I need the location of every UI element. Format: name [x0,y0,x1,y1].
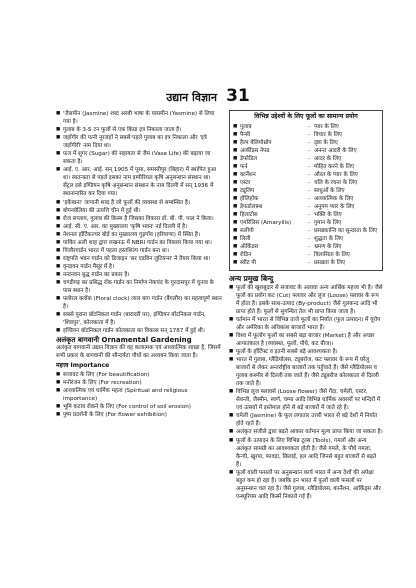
flower-use: दृष्टा के लिए [314,139,338,146]
flower-name: ■ रोडिन [233,251,305,259]
flower-name: ■ हिलाटोस [233,211,305,219]
list-item: ■ आध्यात्मिक एवं धार्मिक महत्व (Spiritual and religious importance) [56,387,222,403]
chapter-title: उद्यान विज्ञान [166,91,217,104]
right-column [229,110,383,501]
table-row: ■ ट्यूलिप - साधुओं के लिए [233,187,379,195]
list-item: ■ 'जैसमीन (Jasmine) शब्द अरबी भाषा के यासमीन (Yasmine) से लिया गया है। [56,110,222,126]
flower-name: ■ लिली [233,235,305,243]
flower-use: आदर के लिए [314,155,342,162]
flower-name: ■ गुलाब [233,123,305,131]
list-item: ■ फ्लोरल क्लॉक (Floral clock) लाल बाग गार्डन (बैंगलौर) का महत्वपूर्ण स्थान है। [56,295,222,311]
table-row: ■ स्वीट पी - प्रसन्नता के लिए [233,259,379,267]
table-row: ■ डेफोडिल - आदर के लिए [233,155,379,163]
flower-use: औरत के प्यार के लिए [314,171,358,178]
flower-uses-box [229,110,383,271]
flower-name: ■ एस्टर [233,179,305,187]
list-item: ■ फूलों की खुशबूदार से सजावट के अलावा अन्य आर्थिक महत्त्व भी है। जैसे फूलों का प्रयोग कट (Cut) फ्लावर और लूज (Loose) फ्लावर के रूप में होता है। इसके साथ-उत्पाद (By-product) जैसे गुलकन्द आदि भी प्राप्त होते हैं। फूलों से सुगन्धित तेल भी प्राप्त किया जाता है। [229,284,383,316]
importance-title: महत्त्व Importance [56,362,110,370]
flower-use: अनन्त आदरी के लिए [314,147,357,154]
list-item: ■ आई. ए. आर. आई. सन् 1905 में पूसा, समस्तीपुर (बिहार) में स्थापित हुआ था। स्वतन्त्रता से पहले इसका नाम इम्पीरियल कृषि अनुसन्धान संस्थान था। सेंट्रल इसे इण्डियन कृषि अनुसन्धान संस्थान के नाम दिल्ली में सन् 1936 में स्थानान्तरित कर दिया गया। [56,166,222,198]
flower-use: प्रसन्नता के लिए [314,259,345,266]
list-item: ■ राष्ट्रपति भवन गार्डन को डिजाइन 'सर एडविन लुटियन्स' ने तैयार किया था। [56,255,222,263]
list-item: ■ सबसे पुराना बॉटनिकल गार्डन (बारादरी पर), इण्डियन बॉटनिकल गार्डन, 'शिवपुर', कोलकाता में है। [56,311,222,327]
flower-use: भ्रमण के लिए [314,243,342,250]
table-row: ■ आर्कीडस नेफ्ड - अनन्त आदरी के लिए [233,147,379,155]
table-row: ■ होलिहॉक - आध्यात्मिक के लिए [233,195,379,203]
list-item: ■ पिंजौरगार्डन भारत में पहला हस्तशिल्प गार्डन बना था। [56,247,222,255]
list-item: ■ मनोरंजन के लिए (For recreation) [56,379,222,387]
table-row: ■ एमरिलिस (Amaryllis) - गुमान के लिए [233,219,379,227]
list-item: ■ फूलों वाली फसलों पर अनुसन्धान कार्य भारत में अन्य देशों की अपेक्षा बहुत कम हो रहा है। जबकि इन भारत में फूलों वाली फसलों पर अनुसन्धान चल रहा है। जैसे गुलाब, ग्लैडियोलस, कार्नेशन, आर्किड्स और एन्थ्यूरियम आदि किस्में निकाले गई हैं। [229,469,383,501]
table-row: ■ डेफडोलफ़्थ - अनुपम प्यार के लिए [233,203,379,211]
table-row: ■ हैल्प वेलियोथ्रोप - दृष्टा के लिए [233,139,379,147]
list-item: ■ चण्डीगढ़ का प्रसिद्ध रॉक गार्डन का निर्माण नेकचंद के गुरदासपुर में चुनाव के पास स्थान है। [56,279,222,295]
list-item: ■ सजावट के लिए (For beautification) [56,371,222,379]
list-item: ■ चमेली (Jasmine) के फूल लगातार उत्तरी भारत से बड़े देशों में निर्यात होते रहते हैं। [229,412,383,428]
list-item: ■ फल में शुगर (Sugar) की सहायता से जैम (Vase Life) की बढ़ाया जा सकता है। [56,150,222,166]
flower-name: ■ स्वीट पी [233,259,305,267]
list-item: ■ आई. सी. ए. आर. का मुख्यालय 'कृषि भवन' नई दिल्ली में है। [56,223,222,231]
other-points-list [229,284,383,501]
list-item: ■ इण्डियन बॉटनिकल गार्डन कोलकाता का विकास सन् 1787 में हुई थी। [56,327,222,335]
flower-name: ■ कार्नेशन [233,171,305,179]
table-row: ■ कार्नेशन - औरत के प्यार के लिए [233,171,379,179]
flower-use: प्यार के लिए [314,123,339,130]
list-item: ■ विश्व में फूलोंग फूलों का सबसे बड़ा बाजार (Market) है और अच्छा आपातकाल है (व्यवस्था, फूलों, पौधे, कट बीज)। [229,332,383,348]
table-row: ■ सलीपी - प्रसन्नकान्ति का सुन्दरता के लिए [233,227,379,235]
flower-name: ■ होलिहॉक [233,195,305,203]
flower-use: मोहित करने के लिए [314,163,355,170]
section-paragraph: अलंकृत बागवानी उद्यान विज्ञान की वह कलात्मक एवं आध्यात्मिक शाखा है, जिसमें सभी प्रकार के बागवानी की सौन्दर्यता पौधों का अध्ययन किया जाता है। [56,345,221,360]
page-number: 31 [226,86,250,106]
list-item: ■ वर्तमान में भारत से विभिन्न ताजे फूलों का निर्यात (फूल उत्पादन) में यूरोप और अमेरिका के अधिकांश बाजारों भारत हैं। [229,316,383,332]
list-item: ■ जहाँगीर की पत्नी नूरजहाँ ने सबसे पहले गुलाब का इत्र निकाला और 'इत्रे जहाँगीरी' नाम दिया था। [56,134,222,150]
fact-list [56,110,222,335]
list-item: ■ भारत में गुलाब, ग्लैडियोलस, ट्यूबरोज, कट फ्लावर के रूप में घरेलू बाजारों से लेकर अन्तर्राष्ट्रीय बाजारों तक पहुँचाते हैं। जैसे ग्लैडियोलस व गुलाब कश्मीर से दिल्ली तक जाते हैं। जैसे ट्यूबरोज कोलकाता से दिल्ली तक जाते हैं। [229,356,383,388]
section-title-ornamental: अलंकृत बागवानी Ornamental Gardening [56,336,192,345]
table-row: ■ ऑर्किडस - भ्रमण के लिए [233,243,379,251]
other-points-title: अन्य प्रमुख बिन्दु [229,273,274,283]
table-row: ■ हिलाटोस - भक्ति के लिए [233,211,379,219]
flower-name: ■ हैल्प वेलियोथ्रोप [233,139,305,147]
list-item: ■ रोज सप्लाय, गुलाब की किस्म है जिसका विकास डॉ. बी. पी. पाल ने किया। [56,215,222,223]
flower-use: भक्ति के लिए [314,211,342,218]
flower-use: साधुओं के लिए [314,187,345,194]
flower-name: ■ डेफडोलफ़्थ [233,203,305,211]
list-item: ■ विभिन्न लूज फ्लावर्स (Loose flower) जैसे गेंदा, चमेली, एस्टर, सेवन्ती, जैस्मीन, स्वर्ण, चम्पा आदि विभिन्न धार्मिक अवसरों पर मन्दिरों में एवं उत्सवों में इस्तेमाल होने से बड़े बाजारों में जाते रहे हैं। [229,388,383,412]
flower-uses-table [233,123,379,267]
page-header [0,86,416,106]
list-item: ■ पाकिंर अली शाह द्वारा लखनऊ में NBRI गार्डन का विकास किया गया था। [56,239,222,247]
flower-use: विचार के लिए [314,131,343,138]
flower-name: ■ फर्न [233,163,305,171]
table-row: ■ एस्टर - चलि के रचना के लिए [233,179,379,187]
flower-use: आध्यात्मिक के लिए [314,195,354,202]
flower-name: ■ ऑर्किडस [233,243,305,251]
list-item: ■ भूमि कटाव रोकने के लिए (For control of soil erosion) [56,403,222,411]
flower-name: ■ ट्यूलिप [233,187,305,195]
flower-use: अनुपम प्यार के लिए [314,203,355,210]
list-item: ■ वृन्दावन गार्डन मैसूर में है। [56,263,222,271]
flower-name: ■ एमरिलिस (Amaryllis) [233,219,305,227]
list-item: ■ बोगनवेलिया की उत्पत्ति चीन में हुई थी। [56,207,222,215]
flower-name: ■ सलीपी [233,227,305,235]
table-row: ■ फर्न - मोहित करने के लिए [233,163,379,171]
list-item: ■ फूलों के उत्पादन के लिए विभिन्न टूल्स (Tools), गमलों और अन्य अलंकृत सामग्री का आवश्यकता होती है। जैसे गमले, के पौधे गमला, कैन्ची, खुरपा, फावड़ा, छिलाई, हल आदि जिनसे बहुत बाजारों से बढ़ते हैं। [229,437,383,469]
table-row: ■ लिली - शुद्धता के लिए [233,235,379,243]
flower-name: ■ पैन्सी [233,131,305,139]
table-row: ■ गुलाब - प्यार के लिए [233,123,379,131]
box-title: विभिन्न उद्देश्यों के लिए फूलों का सामान्य प्रयोग [254,113,358,120]
table-row: ■ रोडिन - विलासिता के लिए [233,251,379,259]
flower-use: प्रसन्नकान्ति का सुन्दरता के लिए [314,227,378,234]
table-row: ■ पैन्सी - विचार के लिए [233,131,379,139]
flower-use: चलि के रचना के लिए [314,179,358,186]
flower-name: ■ आर्कीडस नेफ्ड [233,147,305,155]
list-item: ■ गुलाब के 3-5 टन फूलों से एक किग्रा इत्र निकाला जाता है। [56,126,222,134]
importance-list [56,371,222,419]
list-item: ■ फूलों के हॉर्टिफ्ट व इतनी सबसे बड़े आवश्यकता है। [229,348,383,356]
flower-use: विलासिता के लिए [314,251,350,258]
list-item: ■ 'इकेबाना' जापानी शब्द है जो फूलों की व्यवस्था से सम्बन्धित है। [56,199,222,207]
flower-use: शुद्धता के लिए [314,235,344,242]
flower-use: गुमान के लिए [314,219,342,226]
left-column [56,110,222,419]
flower-name: ■ डेफोडिल [233,155,305,163]
list-item: ■ पुष्प प्रदर्शनी के लिए (For flower exhibition) [56,411,222,419]
list-item: ■ नन्दनवन बुद्ध गार्डन का प्रकार है। [56,271,222,279]
list-item: ■ अलंकृत सजीले द्वारा बढ़ते आकार वर्तमान मूल्य प्राप्त किया जा सकता है। [229,428,383,436]
list-item: ■ नेशनल हॉर्टिकल्चर बोर्ड का मुख्यालय गुड़गाँव (हरियाणा) में स्थित है। [56,231,222,239]
